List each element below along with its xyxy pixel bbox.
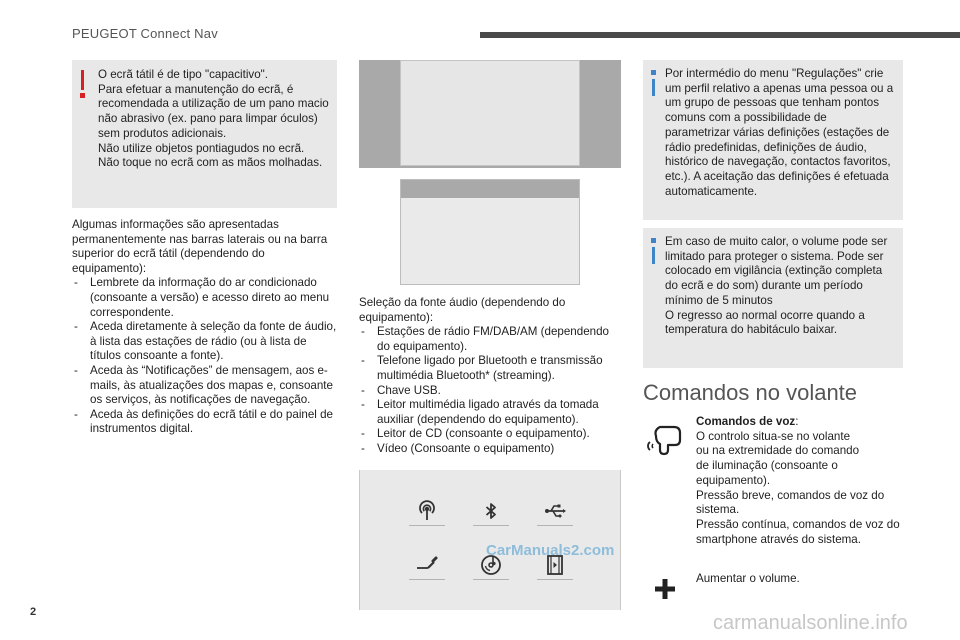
screen-display [400, 60, 580, 166]
warning-icon-dot [80, 93, 85, 98]
info-icon [651, 70, 656, 75]
plus-icon [654, 578, 676, 605]
warning-note-text: O ecrã tátil é de tipo "capacitivo". Para efetuar a manutenção do ecrã, é recomendada a utilização de um pano macio não abrasivo (ex. pano para limpar óculos) sem produtos adicionais. Não utilize objetos pontiagudos no ecrã. Não toque no ecrã com as mãos molhadas. [98, 68, 329, 170]
screen-top-bar [401, 180, 579, 198]
page-number: 2 [30, 606, 37, 618]
info-note-profiles [643, 60, 903, 220]
voice-command-icon [646, 420, 686, 465]
list-item: - Aceda às “Notificações” de mensagem, aos e-mails, às atualizações dos mapas e, consoante os serviços, às notificações de navegação. [72, 364, 340, 408]
warning-icon [81, 70, 84, 90]
list-item: - Leitor de CD (consoante o equipamento). [359, 427, 624, 442]
voice-command-text: Comandos de voz: O controlo situa-se no volante ou na extremidade do comando de iluminação (consoante o equipamento). Pressão breve, comandos de voz do sistema. Pressão contínua, comandos de voz do smartphone através do sistema. [696, 415, 900, 546]
watermark: carmanualsonline.info [713, 612, 908, 634]
voice-command-description: O controlo situa-se no volante ou na extremidade do comando de iluminação (consoante o equipamento). Pressão breve, comandos de voz do sistema. Pressão contínua, comandos de voz do smartphone através do sistema. [696, 429, 900, 546]
usb-icon[interactable] [537, 496, 573, 526]
warning-note [72, 60, 337, 208]
list-item: - Lembrete da informação do ar condicionado (consoante a versão) e acesso direto ao menu correspondente. [72, 276, 340, 320]
list-item: - Vídeo (Consoante o equipamento) [359, 442, 624, 457]
section-title: Comandos no volante [643, 380, 858, 405]
list-item: - Aceda às definições do ecrã tátil e do painel de instrumentos digital. [72, 408, 340, 437]
voice-command-heading: Comandos de voz [696, 415, 796, 428]
bluetooth-icon[interactable] [473, 496, 509, 526]
left-list [72, 276, 340, 437]
list-item: - Telefone ligado por Bluetooth e transmissão multimédia Bluetooth* (streaming). [359, 354, 624, 383]
info-note-profiles-text: Por intermédio do menu "Regulações" crie um perfil relativo a apenas uma pessoa ou a um grupo de pessoas que tenham pontos comuns com a possibilidade de parametrizar várias definições (estações de rádio predefinidas, definições de áudio, histórico de navegação, contactos favoritos, etc.). A aceitação das definições é efetuada automaticamente. [665, 67, 894, 198]
list-item: - Chave USB. [359, 384, 624, 399]
info-note-heat [643, 228, 903, 368]
info-note-heat-text: Em caso de muito calor, o volume pode ser limitado para proteger o sistema. Pode ser colocado em vigilância (extinção completa do ecrã e do som) durante um período mínimo de 5 minutos O regresso ao normal ocorre quando a temperatura do habitáculo baixar. [665, 235, 888, 337]
header-bar [480, 32, 960, 38]
screen-illustration-large [359, 60, 621, 168]
screen-illustration-small [400, 179, 580, 285]
left-column-text [72, 218, 340, 437]
carmanuals-logo: CarManuals2.com [486, 542, 615, 559]
left-intro: Algumas informações são apresentadas permanentemente nas barras laterais ou na barra superior do ecrã tátil (dependendo do equipamento): [72, 218, 328, 275]
info-icon [651, 238, 656, 243]
middle-list [359, 325, 624, 456]
info-icon-bar [652, 79, 655, 96]
header-title: PEUGEOT Connect Nav [72, 26, 218, 41]
list-item: - Estações de rádio FM/DAB/AM (dependendo do equipamento). [359, 325, 624, 354]
radio-icon[interactable] [409, 496, 445, 526]
middle-column-text [359, 296, 624, 457]
list-item: - Aceda diretamente à seleção da fonte de áudio, à lista das estações de rádio (ou à lista de títulos consoante a fonte). [72, 320, 340, 364]
info-icon-bar [652, 247, 655, 264]
audio-source-panel [359, 470, 621, 610]
middle-intro: Seleção da fonte áudio (dependendo do equipamento): [359, 296, 566, 324]
list-item: - Leitor multimédia ligado através da tomada auxiliar (dependendo do equipamento). [359, 398, 624, 427]
volume-up-text: Aumentar o volume. [696, 572, 800, 585]
aux-jack-icon[interactable] [409, 550, 445, 580]
